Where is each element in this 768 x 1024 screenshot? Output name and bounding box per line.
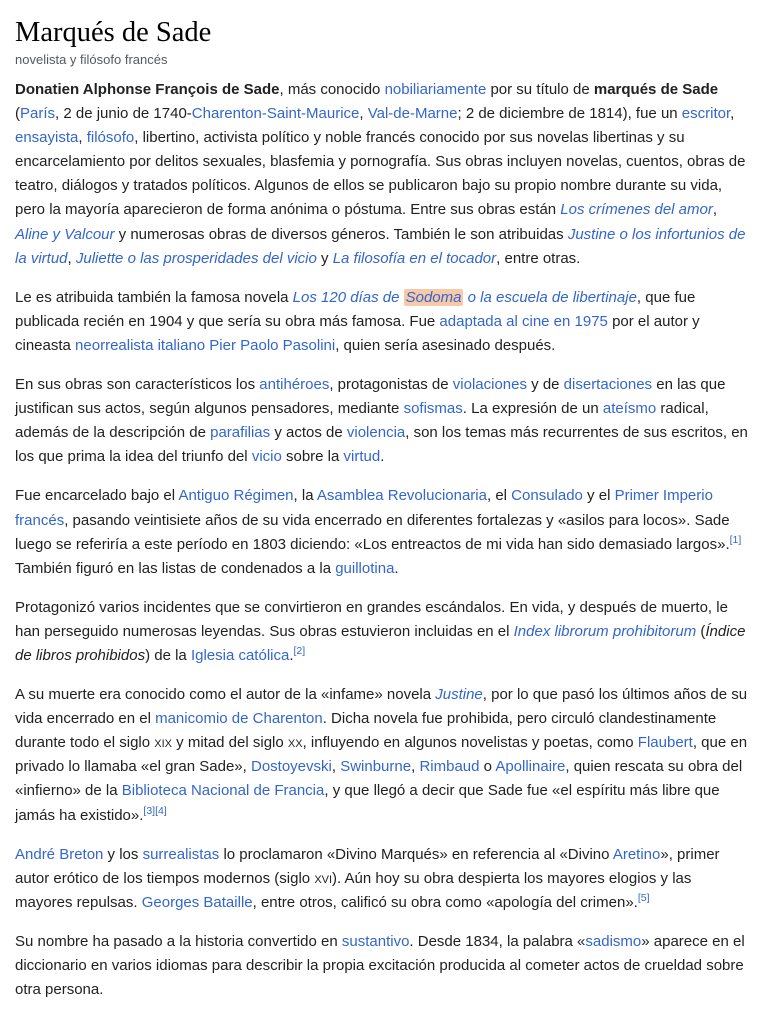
paragraph-escandalos: Protagonizó varios incidentes que se convirtieron en grandes escándalos. En vida, y después de muerto, le han perseguido numerosas leyendas. Sus obras estuvieron incluidas en el Index librorum prohibitorum (Índice de libros prohibidos) de la Iglesia católica.[2]	[15, 598, 746, 664]
link-juliette[interactable]: Juliette o las prosperidades del vicio	[75, 249, 317, 267]
link-apollinaire[interactable]: Apollinaire	[495, 758, 566, 776]
link-rimbaud[interactable]: Rimbaud	[419, 758, 480, 776]
link-manicomio-de-charenton[interactable]: manicomio de Charenton	[155, 710, 323, 728]
paragraph-obras: En sus obras son característicos los antihéroes, protagonistas de violaciones y de disertaciones en las que justifican sus actos, según algunos pensadores, mediante sofismas. La expresión de un ateísmo radical, además de la descripción de parafilias y actos de violencia, son los temas más recurrentes de sus escritos, en los que prima la idea del triunfo del vicio sobre la virtud.	[15, 376, 748, 466]
paragraph-muerte: A su muerte era conocido como el autor de la «infame» novela Justine, por lo que pasó los últimos años de su vida encerrado en el manicomio de Charenton. Dicha novela fue prohibida, pero circuló clandestinamente durante todo el siglo xix y mitad del siglo xx, influyendo en algunos novelistas y poetas, como Flaubert, que en privado lo llamaba «el gran Sade», Dostoyevski, Swinburne, Rimbaud o Apollinaire, quien rescata su obra del «infierno» de la Biblioteca Nacional de Francia, y que llegó a decir que Sade fue «el espíritu más libre que jamás ha existido».[3][4]	[15, 686, 748, 824]
reference-link-5[interactable]: [5]	[637, 891, 650, 904]
link-justine-infortunios[interactable]: Justine o los infortunios de la virtud	[15, 225, 746, 267]
link-guillotina[interactable]: guillotina	[335, 559, 395, 577]
link-antiheroes[interactable]: antihéroes	[259, 376, 330, 394]
link-biblioteca-nacional-de-francia[interactable]: Biblioteca Nacional de Francia	[121, 782, 325, 800]
search-highlight: Sodoma	[405, 288, 462, 306]
paragraph-intro: Donatien Alphonse François de Sade, más conocido nobiliariamente por su título de marqués de Sade (París, 2 de junio de 1740-Charenton-Saint-Maurice, Val-de-Marne; 2 de diciembre de 1814), fue un escritor, ensayista, filósofo, libertino, activista político y noble francés conocido por sus novelas libertinas y su encarcelamiento por delitos sexuales, blasfemia y pornografía. Sus obras incluyen novelas, cuentos, obras de teatro, diálogos y tratados políticos. Algunos de ellos se publicaron bajo su propio nombre durante su vida, pero la mayoría aparecieron de forma anónima o póstuma. Entre sus obras están Los crímenes del amor, Aline y Valcour y numerosas obras de diversos géneros. También le son atribuidas Justine o los infortunios de la virtud, Juliette o las prosperidades del vicio y La filosofía en el tocador, entre otras.	[15, 81, 746, 267]
link-iglesia-catolica[interactable]: Iglesia católica	[190, 646, 290, 664]
link-violaciones[interactable]: violaciones	[452, 376, 527, 394]
link-sofismas[interactable]: sofismas	[403, 400, 463, 418]
link-los-120-dias-de-sodoma[interactable]: Los 120 días de Sodoma o la escuela de libertinaje	[292, 288, 637, 306]
link-los-crimenes-del-amor[interactable]: Los crímenes del amor	[560, 201, 713, 219]
reference-link-4[interactable]: [4]	[155, 804, 167, 817]
link-parafilias[interactable]: parafilias	[210, 424, 271, 442]
link-la-filosofia-en-el-tocador[interactable]: La filosofía en el tocador	[332, 249, 497, 267]
link-sustantivo[interactable]: sustantivo	[341, 932, 410, 950]
link-georges-bataille[interactable]: Georges Bataille	[141, 893, 253, 911]
link-justine[interactable]: Justine	[435, 686, 483, 704]
link-asamblea-revolucionaria[interactable]: Asamblea Revolucionaria	[316, 487, 487, 505]
paragraph-sadismo: Su nombre ha pasado a la historia convertido en sustantivo. Desde 1834, la palabra «sadismo» aparece en el diccionario en varios idiomas para describir la propia excitación producida al cometer actos de crueldad sobre otra persona.	[15, 932, 745, 999]
link-surrealistas[interactable]: surrealistas	[142, 845, 220, 863]
link-ateismo[interactable]: ateísmo	[602, 400, 657, 418]
link-flaubert[interactable]: Flaubert	[637, 734, 693, 752]
link-aretino[interactable]: Aretino	[612, 845, 661, 863]
link-charenton-saint-maurice[interactable]: Charenton-Saint-Maurice	[191, 105, 360, 123]
paragraph-120-dias: Le es atribuida también la famosa novela Los 120 días de Sodoma o la escuela de libertinaje, que fue publicada recién en 1904 y que sería su obra más famosa. Fue adaptada al cine en 1975 por el autor y cineasta neorrealista italiano Pier Paolo Pasolini, quien sería asesinado después.	[15, 288, 700, 354]
bold-name: Donatien Alphonse François de Sade	[15, 81, 280, 98]
link-aline-y-valcour[interactable]: Aline y Valcour	[15, 225, 115, 243]
reference-link-3[interactable]: [3]	[143, 804, 156, 817]
link-consulado[interactable]: Consulado	[511, 487, 583, 505]
link-dostoyevski[interactable]: Dostoyevski	[251, 758, 332, 776]
link-pasolini[interactable]: neorrealista italiano Pier Paolo Pasolini	[75, 336, 336, 354]
link-swinburne[interactable]: Swinburne	[340, 758, 412, 776]
link-andre-breton[interactable]: André Breton	[15, 845, 104, 863]
link-virtud[interactable]: virtud	[343, 448, 381, 466]
page-subtitle: novelista y filósofo francés	[15, 52, 168, 67]
link-paris[interactable]: París	[20, 105, 56, 123]
link-sadismo[interactable]: sadismo	[585, 932, 642, 950]
paragraph-surrealistas: André Breton y los surrealistas lo proclamaron «Divino Marqués» en referencia al «Divino Aretino», primer autor erótico de los tiempos modernos (siglo xvi). Aún hoy su obra despierta los mayores elogios y las mayores repulsas. Georges Bataille, entre otros, calificó su obra como «apología del crimen».[5]	[15, 845, 720, 911]
link-escritor[interactable]: escritor	[681, 105, 731, 123]
link-vicio[interactable]: vicio	[251, 448, 282, 466]
link-ensayista[interactable]: ensayista	[15, 129, 79, 147]
paragraph-encarcelado: Fue encarcelado bajo el Antiguo Régimen, la Asamblea Revolucionaria, el Consulado y el Primer Imperio francés, pasando veintisiete años de su vida encerrado en diferentes fortalezas y «asilos para locos». Sade luego se referiría a este período en 1803 diciendo: «Los entreactos de mi vida han sido demasiado largos».[1] También figuró en las listas de condenados a la guillotina.	[15, 487, 742, 577]
bold-title: marqués de Sade	[593, 81, 719, 98]
reference-link-1[interactable]: [1]	[729, 533, 742, 546]
link-val-de-marne[interactable]: Val-de-Marne	[367, 105, 458, 123]
link-index-librorum-prohibitorum[interactable]: Index librorum prohibitorum	[513, 622, 697, 640]
link-nobiliariamente[interactable]: nobiliariamente	[384, 81, 487, 98]
link-filosofo[interactable]: filósofo	[86, 129, 135, 147]
link-adaptada-al-cine[interactable]: adaptada al cine en 1975	[439, 312, 608, 330]
reference-link-2[interactable]: [2]	[293, 644, 306, 657]
italic-indice: Índice de libros prohibidos	[15, 622, 746, 664]
link-primer-imperio-frances[interactable]: Primer Imperio francés	[15, 487, 713, 529]
link-violencia[interactable]: violencia	[346, 424, 406, 442]
page-title: Marqués de Sade	[15, 17, 212, 48]
link-antiguo-regimen[interactable]: Antiguo Régimen	[178, 487, 294, 505]
link-disertaciones[interactable]: disertaciones	[563, 376, 653, 394]
